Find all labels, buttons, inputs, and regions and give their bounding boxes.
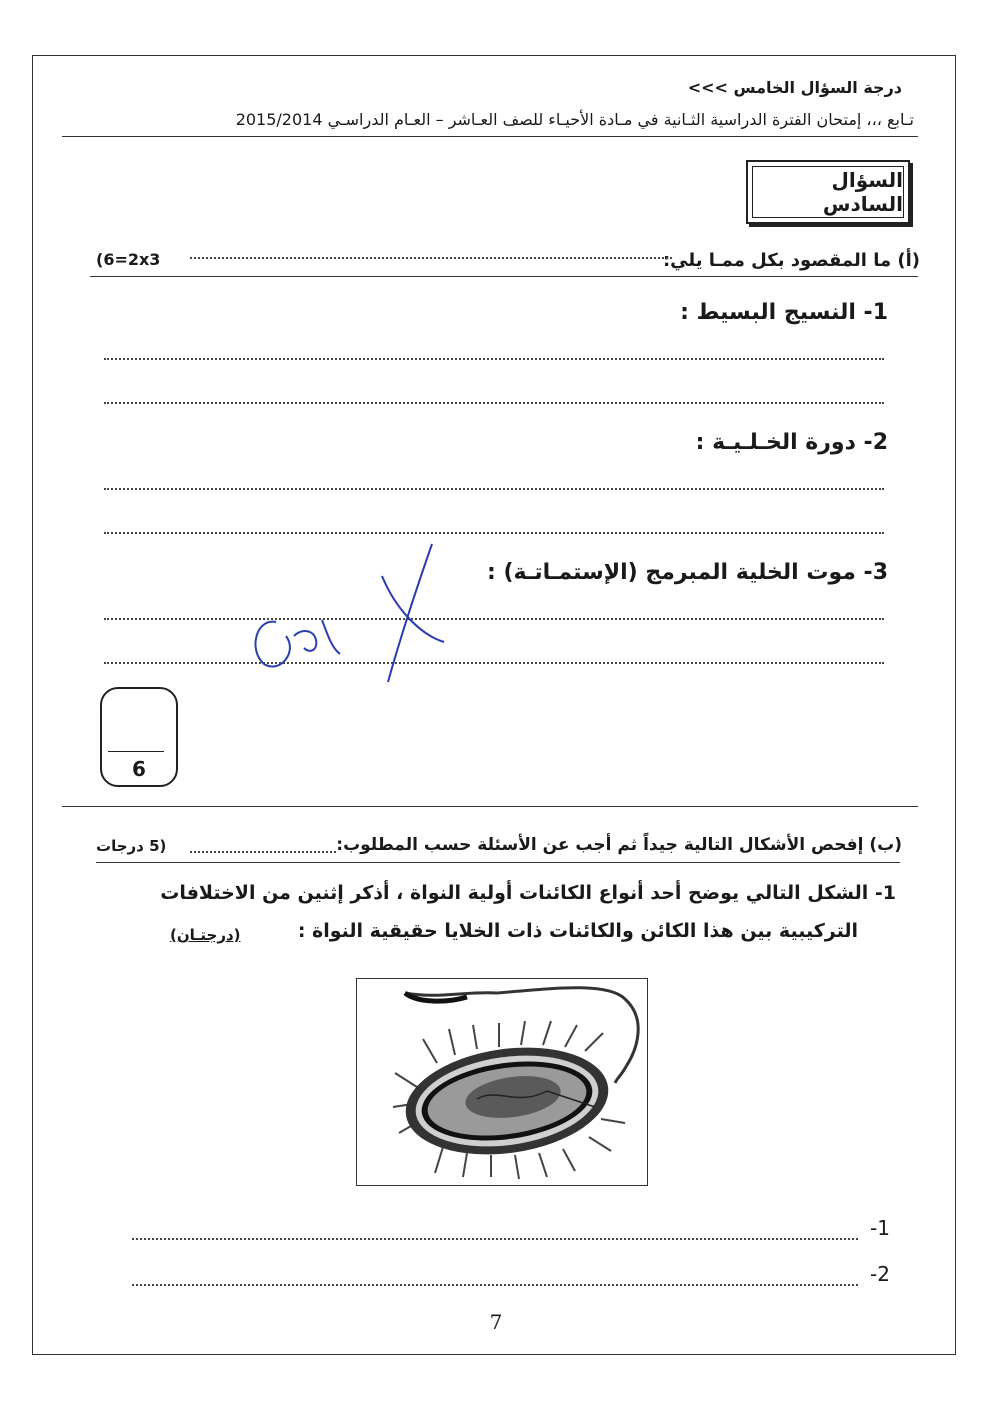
part-a-item-2: 2- دورة الخـلـيـة : [695,430,888,455]
part-b-answer-2-label: 2- [870,1262,890,1286]
score-fraction-line [108,751,164,752]
answer-line[interactable] [104,488,884,490]
part-b-answer-2-line[interactable] [132,1284,858,1286]
answer-line[interactable] [104,618,884,620]
part-b-marks: (5 درجات [96,837,167,855]
question-title-box [746,160,910,224]
part-b-underline [96,862,900,863]
part-b-question-1-line-1: 1- الشكل التالي يوضح أحد أنواع الكائنات أولية النواة ، أذكر إثنين من الاختلافات [160,882,896,904]
part-b-answer-1-label: 1- [870,1216,890,1240]
part-a-underline [90,276,918,277]
prokaryote-cell-figure [356,978,648,1186]
part-a-marks: (6=2x3 [96,250,161,269]
answer-line[interactable] [104,402,884,404]
part-a-score-box [100,687,178,787]
previous-question-score-label: درجة السؤال الخامس >>> [687,78,902,97]
page-number: 7 [489,1310,503,1334]
question-title: السؤال السادس [752,166,904,218]
part-a-item-1: 1- النسيج البسيط : [680,300,888,325]
answer-line[interactable] [104,662,884,664]
part-b-prompt: (ب) إفحص الأشكال التالية جيداً ثم أجب عن الأسئلة حسب المطلوب: [336,835,902,855]
exam-subtitle: تـابع ،،، إمتحان الفترة الدراسية الثـانية في مـادة الأحيـاء للصف العـاشر – العـام الدراسـي 2015/2014 [235,110,914,129]
bacterium-illustration [357,979,646,1184]
answer-line[interactable] [104,532,884,534]
part-b-question-1-line-2: التركيبية بين هذا الكائن والكائنات ذات الخلايا حقيقية النواة : [297,920,858,942]
part-b-answer-1-line[interactable] [132,1238,858,1240]
part-a-score-total: 6 [132,757,146,781]
part-a-prompt-dots [190,257,672,259]
part-a-prompt: (أ) ما المقصود بكل ممـا يلي: [662,250,920,271]
answer-line[interactable] [104,358,884,360]
grader-cross-mark [236,540,456,690]
part-b-prompt-dots [190,851,336,853]
section-divider [62,806,918,807]
part-a-item-3: 3- موت الخلية المبرمج (الإستمـاتـة) : [486,560,888,585]
part-b-question-1-marks: (درجتـان) [170,926,241,944]
header-divider [62,136,918,137]
